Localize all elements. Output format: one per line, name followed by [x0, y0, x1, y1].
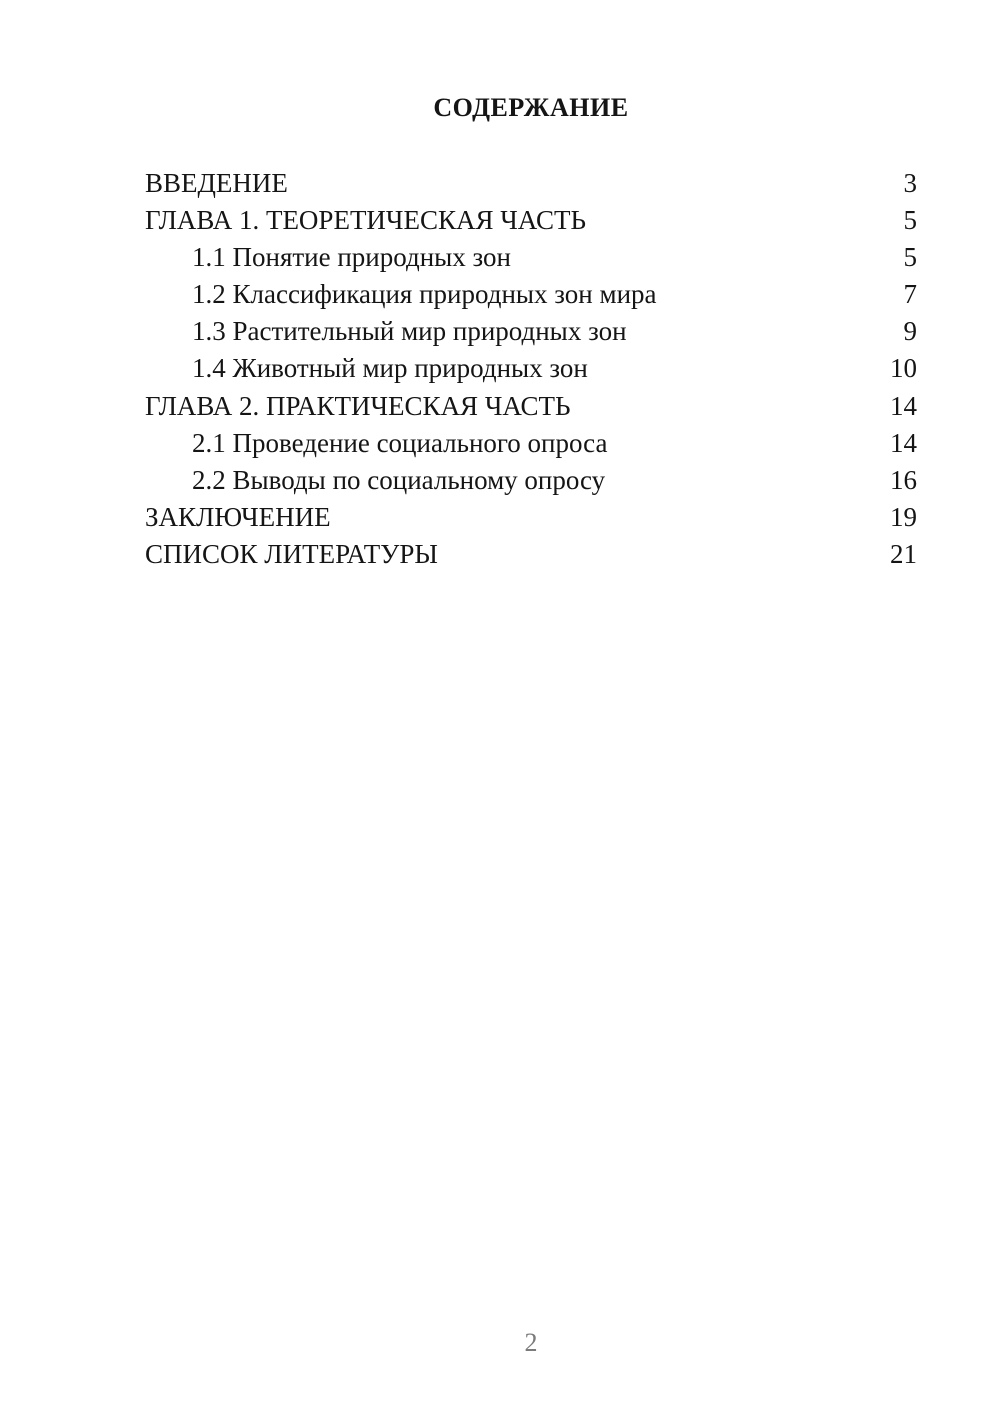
toc-entry [145, 536, 917, 573]
toc-entry [145, 313, 917, 350]
toc-entry [145, 202, 917, 239]
toc-entry-label: ВВЕДЕНИЕ [145, 168, 288, 198]
toc-entry [145, 276, 917, 313]
toc-entry-label: ГЛАВА 1. ТЕОРЕТИЧЕСКАЯ ЧАСТЬ [145, 205, 586, 236]
toc-entry-page-number: 9 [903, 316, 917, 347]
toc-entry [145, 388, 917, 425]
toc-entry-label: 1.3 Растительный мир природных зон [192, 316, 627, 347]
toc-entry-label: 2.2 Выводы по социальному опросу [192, 464, 606, 495]
toc-entry [145, 239, 917, 276]
toc-entry-label: СПИСОК ЛИТЕРАТУРЫ [145, 538, 438, 569]
toc-entry [145, 425, 917, 462]
toc-entry-page-number: 14 [890, 427, 917, 458]
toc-entry-label: 2.1 Проведение социального опроса [192, 427, 608, 458]
toc-entry-page-number: 5 [903, 205, 917, 236]
toc-entry-label: ЗАКЛЮЧЕНИЕ [145, 501, 331, 532]
toc-entry-label: ГЛАВА 2. ПРАКТИЧЕСКАЯ ЧАСТЬ [145, 390, 571, 421]
toc-entry-page-number: 16 [890, 464, 917, 495]
page-title: СОДЕРЖАНИЕ [433, 93, 629, 122]
toc-entry-page-number: 5 [903, 242, 917, 273]
toc-entry-label: 1.1 Понятие природных зон [192, 242, 512, 273]
toc-entry-page-number: 14 [890, 390, 917, 421]
toc-entry-page-number: 10 [890, 353, 917, 384]
toc-entry [145, 350, 917, 387]
toc-entry-page-number: 19 [890, 501, 917, 532]
table-of-contents [145, 165, 917, 573]
toc-entry [145, 462, 917, 499]
toc-entry-page-number: 3 [903, 168, 917, 198]
page-number-footer: 2 [524, 1328, 538, 1357]
toc-entry-label: 1.4 Животный мир природных зон [192, 353, 588, 384]
toc-entry [145, 499, 917, 536]
toc-entry [145, 165, 917, 202]
toc-entry-page-number: 7 [903, 279, 917, 310]
toc-entry-page-number: 21 [890, 538, 917, 569]
toc-entry-label: 1.2 Классификация природных зон мира [192, 279, 657, 310]
